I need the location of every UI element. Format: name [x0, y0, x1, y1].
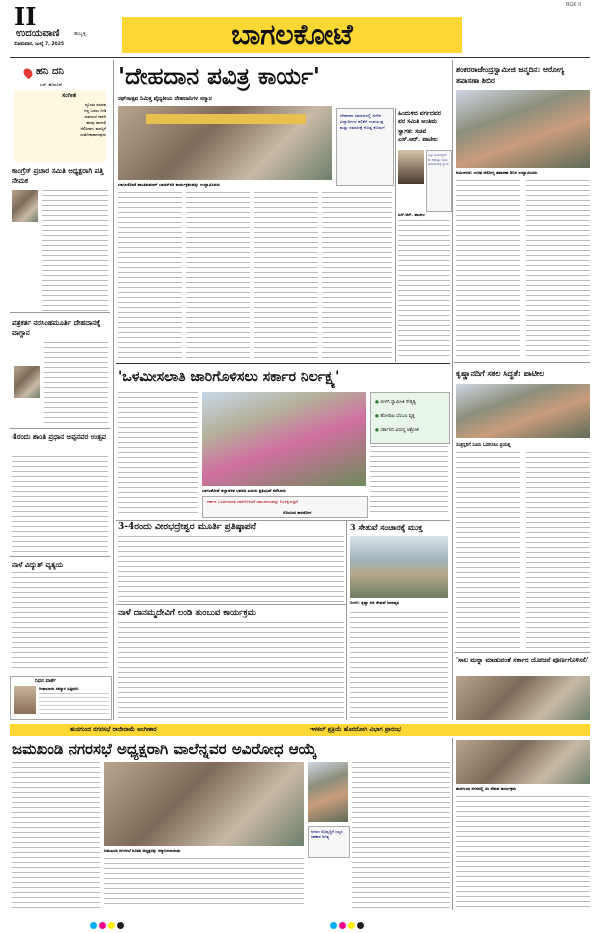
poem-line: ಸುಮಧುರ ಗಾನದಿ — [84, 114, 106, 119]
section-rule — [116, 604, 346, 605]
bottom-banner — [10, 724, 590, 736]
mid-quote-author: ಗೋವಿಂದ ಕಾರಜೋಳ — [283, 510, 312, 515]
lead-kicker: ರಥ್‌ನಾತ್ಸವ ನಿಮಿತ್ತ ವೈದ್ಯಕೀಯ ದೇಹದಾನಿಗಳ ಸನ್ಮಾನ — [118, 96, 212, 102]
lead-body-col1 — [118, 192, 182, 358]
sidebar-story2-body — [44, 342, 108, 426]
bottom-photo-caption: ಜಮಖಂಡಿ ನಗರಸಭೆ ನೂತನ ಅಧ್ಯಕ್ಷರನ್ನು ಸನ್ಮಾನಿಸಲಾಯಿತು — [104, 848, 181, 853]
bottom-right-body — [456, 796, 590, 908]
obituary-name: ಗೀತಾಬಾಯಿ ಸಮ್ಮಾರ ಹಿತ್ತಿಮನಿ — [39, 686, 79, 691]
poem-title: ಸಂಗೀತ — [62, 92, 77, 99]
bottom-quote-text: ನಗರದ ಅಭಿವೃದ್ಧಿಗೆ ಎಲ್ಲರ ಸಹಕಾರ ಅಗತ್ಯ — [311, 829, 343, 839]
column-rule — [346, 520, 347, 720]
bottom-body-col2 — [104, 858, 304, 908]
section-rule — [116, 520, 450, 521]
paper-name: ಉದಯವಾಣಿ — [16, 28, 60, 39]
lead-body-col4 — [322, 192, 392, 358]
column-rule — [452, 60, 453, 720]
mid-body-col1 — [118, 392, 198, 516]
right-photo-caption: ಅಮೀನಗಡ: ಉಚಿತ ಆರೋಗ್ಯ ತಪಾಸಣಾ ಶಿಬಿರ ಉದ್ಘಾಟಿಸಿದರು — [456, 170, 538, 175]
bullet-item — [375, 427, 419, 433]
right-story2-sub: ಸಂತ್ರಸ್ತರಿಗೆ ಸೂರು ಒದಗಿಸಲು ಪ್ರಯತ್ನ — [456, 443, 511, 448]
sidebar-story4-title: ನಾಳೆ ವಿದ್ಯುತ್ ವ್ಯತ್ಯಯ — [12, 560, 64, 569]
banner-right-text: ಇಳಕಲ್ ಪ್ರಕ್ರಿಯೆ ಹೊರರೋಗಿ ವಿಭಾಗ ಪ್ರಾರಂಭ — [310, 726, 402, 733]
right-story3-photo — [456, 676, 590, 720]
midright-title-2: ಸ್ವಾಗತ: ಸಚಿವ ಎಸ್.ಆರ್. ಪಾಟೀಲ — [398, 128, 438, 143]
column-rule — [113, 60, 114, 720]
sidebar-story3-body — [12, 456, 108, 552]
lead-photo-caption: ಬಾಗಲಕೋಟೆ ಶಾಂತಿಕುಮಾರ್ ಬಾದರ್‌ಸರಿ ಕಾರ್ಯಕ್ರಮವನ್ನು ಉದ್ಘಾಟಿಸಿದರು — [118, 182, 220, 187]
registration-marks — [90, 914, 126, 933]
right-photo — [456, 90, 590, 168]
mid-photo — [202, 392, 366, 486]
poem-line: ನ್ಯೂಸರು ಸರಸುವ — [84, 102, 106, 107]
midright-quote — [426, 150, 452, 212]
sidebar — [10, 60, 110, 720]
sidebar-divider — [10, 556, 110, 557]
bottom-body-col3 — [352, 762, 450, 908]
bottom-right-photo — [456, 740, 590, 784]
mid-bullets — [370, 392, 450, 444]
sidebar-story1-body — [42, 190, 108, 314]
column-rule — [395, 108, 396, 362]
bullet-item — [375, 413, 415, 419]
mid-body-col3 — [370, 446, 448, 516]
registration-marks — [330, 914, 366, 933]
brand-sub: ಎಸ್. ಹೊಸೂರ್ — [40, 82, 63, 87]
midright-quote-author: ಎಸ್.ಆರ್. ಪಾಟೀಲ — [398, 212, 425, 217]
lead-body-col3 — [254, 192, 318, 358]
mid-quote-text: ಸರ್ಕಾರ ಒಳಮೀಸಲಾತಿ ಜಾರಿಗೊಳಿಸದೆ ಸಮುದಾಯವನ್ನು ನಿರ್ಲಕ್ಷಿಸುತ್ತಿದೆ — [207, 499, 298, 504]
mid-story4-body — [350, 612, 448, 718]
issue-date: ಸೋಮವಾರ, ಜುಲೈ 7, 2025 — [14, 42, 64, 47]
page-tag: BGK II — [566, 2, 582, 8]
section-rule — [116, 363, 450, 364]
minister-portrait — [398, 150, 424, 184]
bottom-quote — [308, 826, 350, 858]
poem-box — [14, 90, 106, 162]
district-banner: ಬಾಗಲಕೋಟೆ — [122, 17, 462, 53]
midright-title-1: ಹಿಂದುಳಿದ ವರ್ಗದವರ ಪರ ಸಮಿತಿ ಅಂತಿಮ — [398, 110, 441, 125]
poem-line: ಆಲಿಸಿದಾಗ, ಮನಸ್ಸಿಗೆ — [80, 126, 106, 131]
right-story2-title: ಕೃಷ್ಣಾನದಿಗೆ ಸಕಲ ಸಿದ್ಧತೆ: ಪಾಟೀಲ — [456, 368, 545, 378]
right-story2-body-2 — [526, 452, 590, 648]
poem-lines — [52, 102, 106, 138]
sidebar-story3-title: 4ರಂದು ಶಾಂತಿ ಪ್ರಧಾನ ಅಪ್ಪನವರ ಉತ್ಸವ — [12, 432, 107, 441]
lead-photo — [118, 106, 332, 180]
bottom-small-photo — [308, 762, 348, 822]
right-divider — [454, 362, 590, 363]
lead-headline: 'ದೇಹದಾನ ಪವಿತ್ರ ಕಾರ್ಯ' — [118, 63, 320, 90]
brand-name: ಹನಿ ದನಿ — [36, 66, 64, 77]
bullet-dot-icon: ● — [375, 428, 381, 433]
right-body-2 — [526, 180, 590, 358]
drop-icon — [22, 67, 35, 80]
sidebar-story1-title: ಕಾಂಗ್ರೆಸ್ ಪ್ರಚಾರ ಸಮಿತಿ ಅಧ್ಯಕ್ಷರಾಗಿ ಪತ್ತಿ ನೇಮಕ — [12, 166, 104, 185]
midright-quote-text: ಒಟ್ಟು ಜನಸಂಖ್ಯೆಯ ಶೇ.70ರಷ್ಟು ಇರುವ ಸಮುದಾಯಕ್ಕೆ ನ್ಯಾಯ — [428, 153, 449, 166]
bullet-dot-icon: ● — [375, 414, 381, 419]
obituary-photo — [14, 686, 36, 714]
column-rule — [452, 738, 453, 910]
right-story2-body-1 — [456, 452, 520, 648]
bullet-text: ಹೋರಾಟ ಬೆಂಬಲ ವ್ಯಕ್ತ — [380, 414, 415, 419]
brand-badge — [24, 66, 94, 80]
poem-line: ನಲ್ಲ ಒಡಲು ನೀಡಿ — [84, 108, 106, 113]
right-headline: ಶಂಕರರಾಜೇಂದ್ರಸ್ವಾಮೀಜಿ ಜನ್ಮದಿನ: ಆರೋಗ್ಯ ತಪಾಸಣಾ ಶಿಬಿರ — [456, 65, 565, 85]
midright-body — [398, 220, 450, 360]
mid-headline: 'ಒಳಮೀಸಲಾತಿ ಜಾರಿಗೊಳಿಸಲು ಸರ್ಕಾರ ನಿರ್ಲಕ್ಷ್ಯ' — [118, 369, 340, 385]
lead-quote-text: ದೇಹದಾನ ಸಮಾಜದಲ್ಲಿ ಅನೇಕ ವಿದ್ಯಾರ್ಥಿಗಳ ಕಲಿಕೆಗೆ ಉಪಯುಕ್ತ ಮತ್ತು ಸಮಾಜಕ್ಕೆ ದೊಡ್ಡ ಕೊಡುಗೆ — [340, 113, 385, 130]
portrait-photo — [12, 190, 38, 222]
mid-story3-title: ನಾಳೆ ದಾನಮ್ಮದೇವಿಗೆ ಲಂಡಿ ತುಂಬುವ ಕಾರ್ಯಕ್ರಮ — [118, 608, 256, 618]
bullet-text: ಬೀಳಗಿ ಸ್ವಾಮೀಜಿ ನೇತೃತ್ವ — [380, 400, 416, 405]
mid-story4-caption: ಬೀಳಗಿ: ಕೃಷ್ಣಾ ನದಿ ಸೇತುವೆ ಜಲಾವೃತ — [350, 600, 399, 605]
poem-line: ಸಂತೋಷವಾಗುವುದು — [80, 132, 106, 137]
obituary-body — [39, 693, 109, 715]
page-number: II — [14, 2, 37, 31]
bullet-text: ಸರ್ಕಾರದ ವಿರುದ್ಧ ಆಕ್ರೋಶ — [380, 428, 419, 433]
right-story3-title: 'ಸಾಲ ಮನ್ನಾ ಮಾಡುವಂತೆ ಸರ್ಕಾರ ಯೋಜನೆ ಪೂರ್ಣಗೊಳಿಸಲಿ' — [456, 656, 589, 664]
portrait-photo — [14, 366, 40, 398]
masthead-rule — [10, 57, 590, 58]
bottom-photo — [104, 762, 304, 846]
bottom-right-caption: ಹುನಗುಂದ ನಗರದಲ್ಲಿ ಸಸಿ ನೆಡುವ ಕಾರ್ಯಕ್ರಮ — [456, 786, 517, 791]
bridge-photo — [350, 536, 448, 598]
mid-photo-caption: ಬಾಗಲಕೋಟೆ ಜಿಲ್ಲಾಡಳಿತ ಭವನದ ಎದುರು ಪ್ರತಿಭಟನೆ ನಡೆಸಿದರು — [202, 488, 286, 493]
sidebar-divider — [10, 428, 110, 429]
banner-left-text: ಹುನಗುಂದ ನಗರಸಭೆ ರಾಜೀನಾಮೆ ಅಂಗೀಕಾರ — [70, 726, 157, 733]
lead-pull-quote — [336, 108, 394, 186]
sidebar-story2-title: ಪತ್ರಕರ್ತ ನರಸಿಂಹಮೂರ್ತಿ ದೇಹದಾನಕ್ಕೆ ವಾಗ್ದಾನ — [12, 318, 101, 337]
sidebar-divider — [10, 312, 110, 313]
bullet-dot-icon: ● — [375, 400, 381, 405]
mid-story3-body — [118, 622, 344, 718]
banner-in-photo — [146, 114, 306, 124]
right-body-1 — [456, 180, 520, 358]
mid-quote — [202, 496, 368, 518]
sidebar-story4-body — [12, 572, 108, 670]
bullet-item — [375, 399, 416, 405]
mid-story4-title: 3 ಸೇತುವೆ ಸಂಚಾರಕ್ಕೆ ಮುಕ್ತ — [350, 522, 423, 532]
edition-label: ಹುಬ್ಬಳ್ಳಿ — [74, 31, 87, 37]
right-story2-photo — [456, 384, 590, 438]
mid-story2-body — [118, 536, 344, 602]
poem-line: ಹಲವು ರಾಗದಲಿ — [86, 120, 106, 125]
lead-body-col2 — [186, 192, 250, 358]
bottom-headline: ಜಮಖಂಡಿ ನಗರಸಭೆ ಅಧ್ಯಕ್ಷರಾಗಿ ವಾಲೆನ್ನವರ ಅವಿರೋಧ ಆಯ್ಕೆ — [12, 740, 317, 758]
obituary-box — [10, 676, 112, 720]
right-divider — [454, 652, 590, 653]
obituary-title: ನಿಧನ ವಾರ್ತೆ — [35, 678, 56, 684]
bottom-body-col1 — [12, 762, 100, 908]
mid-story2-title: 3-4ರಂದು ವೀರಭದ್ರೇಶ್ವರ ಮೂರ್ತಿ ಪ್ರತಿಷ್ಠಾಪನೆ — [118, 522, 256, 532]
